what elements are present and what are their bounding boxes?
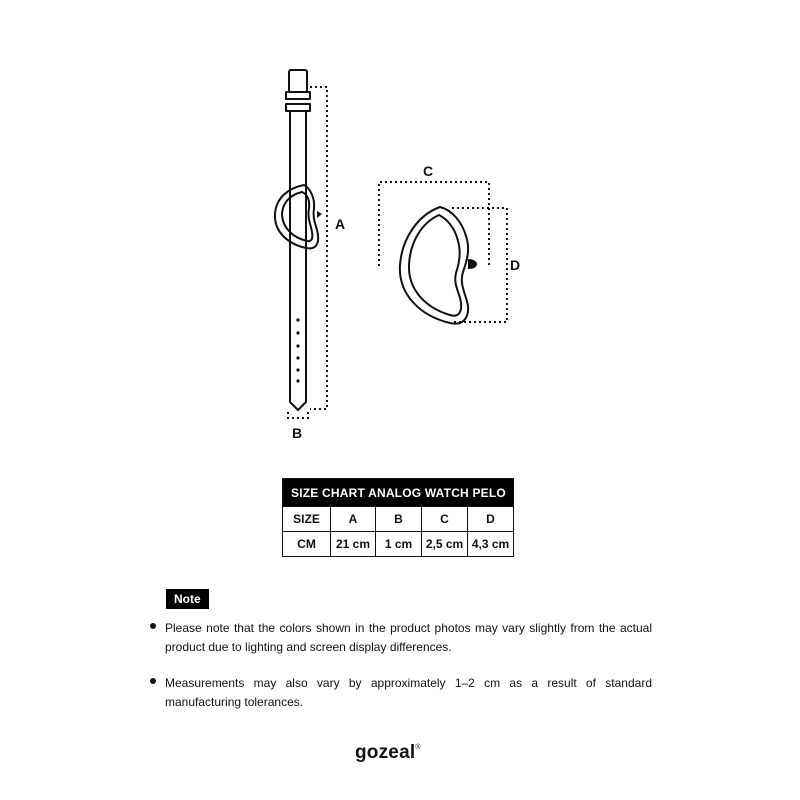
size-chart-title-row <box>283 479 514 507</box>
size-chart-header-row <box>283 507 514 532</box>
size-chart-title: SIZE CHART ANALOG WATCH PELO <box>283 479 514 507</box>
note-item-measurements <box>148 674 652 711</box>
brand-name: gozeal <box>355 742 416 763</box>
dimension-line-b <box>288 412 308 418</box>
value-b: 1 cm <box>376 532 422 557</box>
note-badge: Note <box>166 589 209 609</box>
label-c: C <box>423 163 434 179</box>
crown-large <box>468 259 477 269</box>
strap-hole <box>296 344 299 347</box>
bullet-icon <box>150 678 156 684</box>
strap-hole <box>296 356 299 359</box>
watch-dial-large <box>409 215 461 316</box>
watch-strap <box>290 111 306 410</box>
buckle-keeper-top <box>286 92 310 99</box>
value-a: 21 cm <box>331 532 376 557</box>
note-text: Please note that the colors shown in the product photos may vary slightly from the actual product due to lighting and screen display differences. <box>165 621 652 654</box>
strap-hole <box>296 318 299 321</box>
registered-mark: ® <box>415 744 421 751</box>
header-b: B <box>376 507 422 532</box>
dimension-line-c <box>379 182 489 266</box>
crown-small <box>317 211 322 218</box>
bullet-icon <box>150 623 156 629</box>
label-b: B <box>292 425 303 441</box>
header-a: A <box>331 507 376 532</box>
size-chart-table <box>282 478 514 557</box>
header-c: C <box>422 507 468 532</box>
size-chart-value-row <box>283 532 514 557</box>
strap-hole <box>296 368 299 371</box>
header-size: SIZE <box>283 507 331 532</box>
note-item-colors <box>148 619 652 656</box>
strap-hole <box>296 379 299 382</box>
value-unit: CM <box>283 532 331 557</box>
note-list <box>148 619 652 729</box>
strap-hole <box>296 331 299 334</box>
brand-logo <box>355 742 421 764</box>
label-d: D <box>510 257 521 273</box>
value-d: 4,3 cm <box>468 532 514 557</box>
buckle-frame <box>289 70 307 92</box>
note-text: Measurements may also vary by approximately 1–2 cm as a result of standard manufacturing tolerances. <box>165 676 652 709</box>
value-c: 2,5 cm <box>422 532 468 557</box>
label-a: A <box>335 216 346 232</box>
header-d: D <box>468 507 514 532</box>
watch-dial-small <box>282 192 312 241</box>
buckle-keeper-bottom <box>286 104 310 111</box>
